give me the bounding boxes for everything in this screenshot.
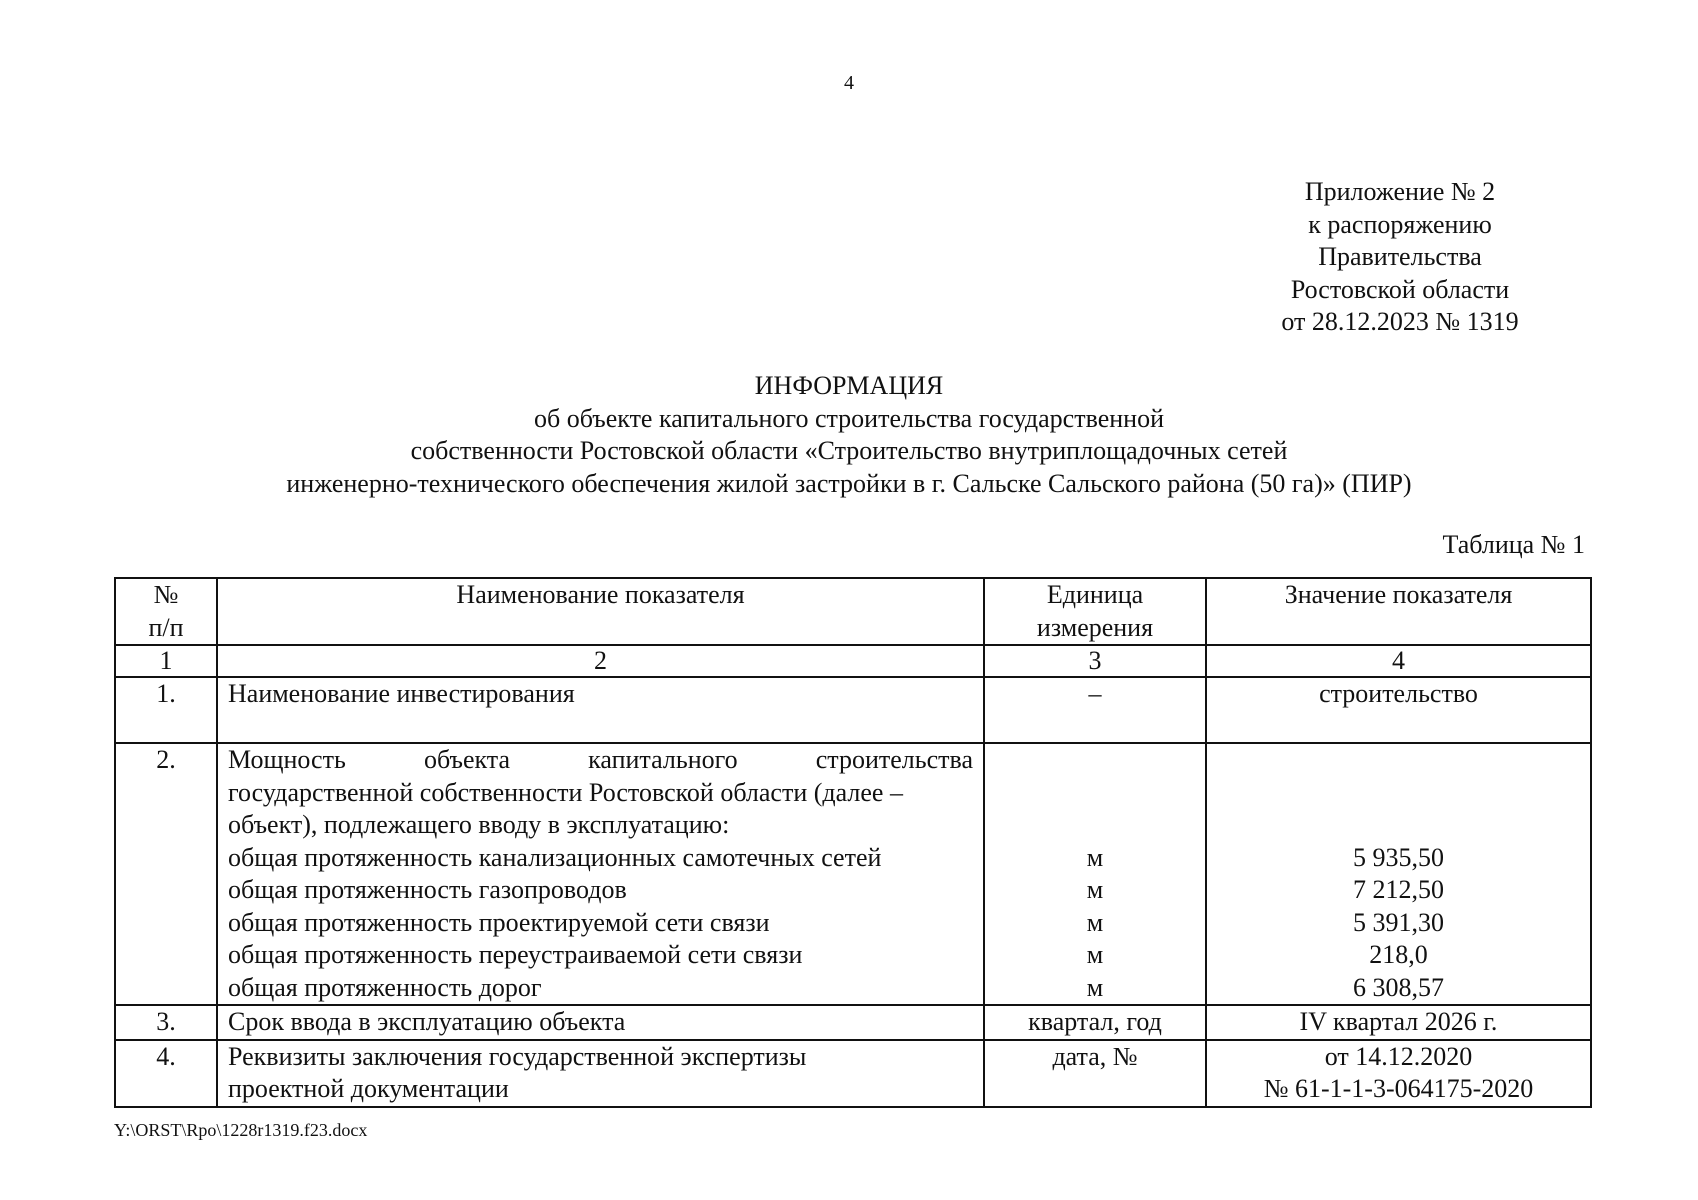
table-row: [115, 743, 1591, 1005]
header-text: п/п: [148, 612, 184, 642]
capacity-item-name: общая протяженность переустраиваемой сети связи: [228, 940, 803, 969]
header-text: измерения: [1036, 612, 1154, 642]
row-name: [217, 743, 984, 1005]
header-text: №: [153, 580, 179, 609]
capacity-item-unit: м: [1086, 875, 1104, 904]
capacity-item-unit: м: [1086, 940, 1104, 969]
row-name: [217, 1040, 984, 1107]
table-label: Таблица № 1: [1442, 530, 1585, 559]
row-unit: [984, 743, 1206, 1005]
page-number: 4: [844, 72, 854, 94]
capacity-item-name: общая протяженность проектируемой сети связи: [228, 907, 770, 937]
header-cell-value: Значение показателя: [1206, 578, 1591, 645]
capacity-item-value: 6 308,57: [1353, 972, 1444, 1002]
column-numbers-row: [115, 645, 1591, 677]
info-table: [114, 577, 1592, 1108]
row-name-line: Реквизиты заключения государственной экспертизы: [228, 1041, 807, 1071]
row-name: Срок ввода в эксплуатацию объекта: [217, 1005, 984, 1040]
capacity-item-name: общая протяженность канализационных самотечных сетей: [228, 842, 882, 872]
appendix-line: Приложение № 2: [1304, 177, 1496, 206]
capacity-item-unit: м: [1086, 972, 1104, 1002]
column-number: 3: [984, 645, 1206, 677]
capacity-item-name: общая протяженность газопроводов: [228, 875, 627, 904]
capacity-item-value: 5 391,30: [1353, 907, 1444, 937]
document-subtitle-line: инженерно-технического обеспечения жилой застройки в г. Сальске Сальского района (50 га)» (ПИР): [286, 468, 1412, 498]
document-subtitle-line: об объекте капитального строительства государственной: [533, 403, 1164, 433]
row-number: 2.: [115, 743, 217, 1005]
row-name-line: проектной документации: [228, 1074, 509, 1103]
row-number: 1.: [115, 677, 217, 743]
row-number: 4.: [115, 1040, 217, 1107]
row-value-line: от 14.12.2020: [1324, 1041, 1473, 1071]
column-number: 2: [217, 645, 984, 677]
row-value: [1206, 1040, 1591, 1107]
document-subtitle-line: собственности Ростовской области «Строительство внутриплощадочных сетей: [410, 436, 1288, 465]
table-row: [115, 677, 1591, 743]
appendix-line: от 28.12.2023 № 1319: [1281, 307, 1519, 336]
appendix-line: Ростовской области: [1290, 274, 1510, 304]
header-cell-num: [115, 578, 217, 645]
row-value-line: № 61-1-1-3-064175-2020: [1263, 1074, 1534, 1103]
row-unit: дата, №: [984, 1040, 1206, 1107]
row-value: [1206, 743, 1591, 1005]
table-row: [115, 1040, 1591, 1107]
row-unit: квартал, год: [984, 1005, 1206, 1040]
row-name-line: объект), подлежащего вводу в эксплуатацию:: [228, 810, 730, 839]
capacity-item-value: 7 212,50: [1353, 875, 1444, 904]
header-cell-name: Наименование показателя: [217, 578, 984, 645]
appendix-line: Правительства: [1318, 242, 1482, 271]
capacity-item-name: общая протяженность дорог: [228, 972, 542, 1002]
footer-file-path: Y:\ORST\Rpo\1228r1319.f23.docx: [114, 1120, 368, 1140]
appendix-line: к распоряжению: [1308, 209, 1492, 239]
document-heading: [0, 370, 1698, 500]
row-number: 3.: [115, 1005, 217, 1040]
row-name-line: Мощность объекта капитального строительства: [228, 745, 973, 774]
document-title: ИНФОРМАЦИЯ: [754, 371, 944, 400]
row-name-line: государственной собственности Ростовской области (далее –: [228, 777, 903, 807]
row-unit: –: [984, 677, 1206, 743]
table-row: [115, 1005, 1591, 1040]
capacity-item-value: 218,0: [1369, 940, 1428, 969]
column-number: 4: [1206, 645, 1591, 677]
capacity-item-value: 5 935,50: [1353, 842, 1444, 872]
spacer: [1217, 744, 1580, 842]
table-header-row: [115, 578, 1591, 645]
capacity-item-unit: м: [1086, 907, 1104, 937]
row-value: IV квартал 2026 г.: [1206, 1005, 1591, 1040]
header-text: Единица: [1046, 580, 1144, 609]
capacity-item-unit: м: [1086, 842, 1104, 872]
appendix-block: [1235, 176, 1565, 339]
column-number: 1: [115, 645, 217, 677]
header-cell-unit: [984, 578, 1206, 645]
spacer: [995, 744, 1195, 842]
row-name: Наименование инвестирования: [217, 677, 984, 743]
row-value: строительство: [1206, 677, 1591, 743]
